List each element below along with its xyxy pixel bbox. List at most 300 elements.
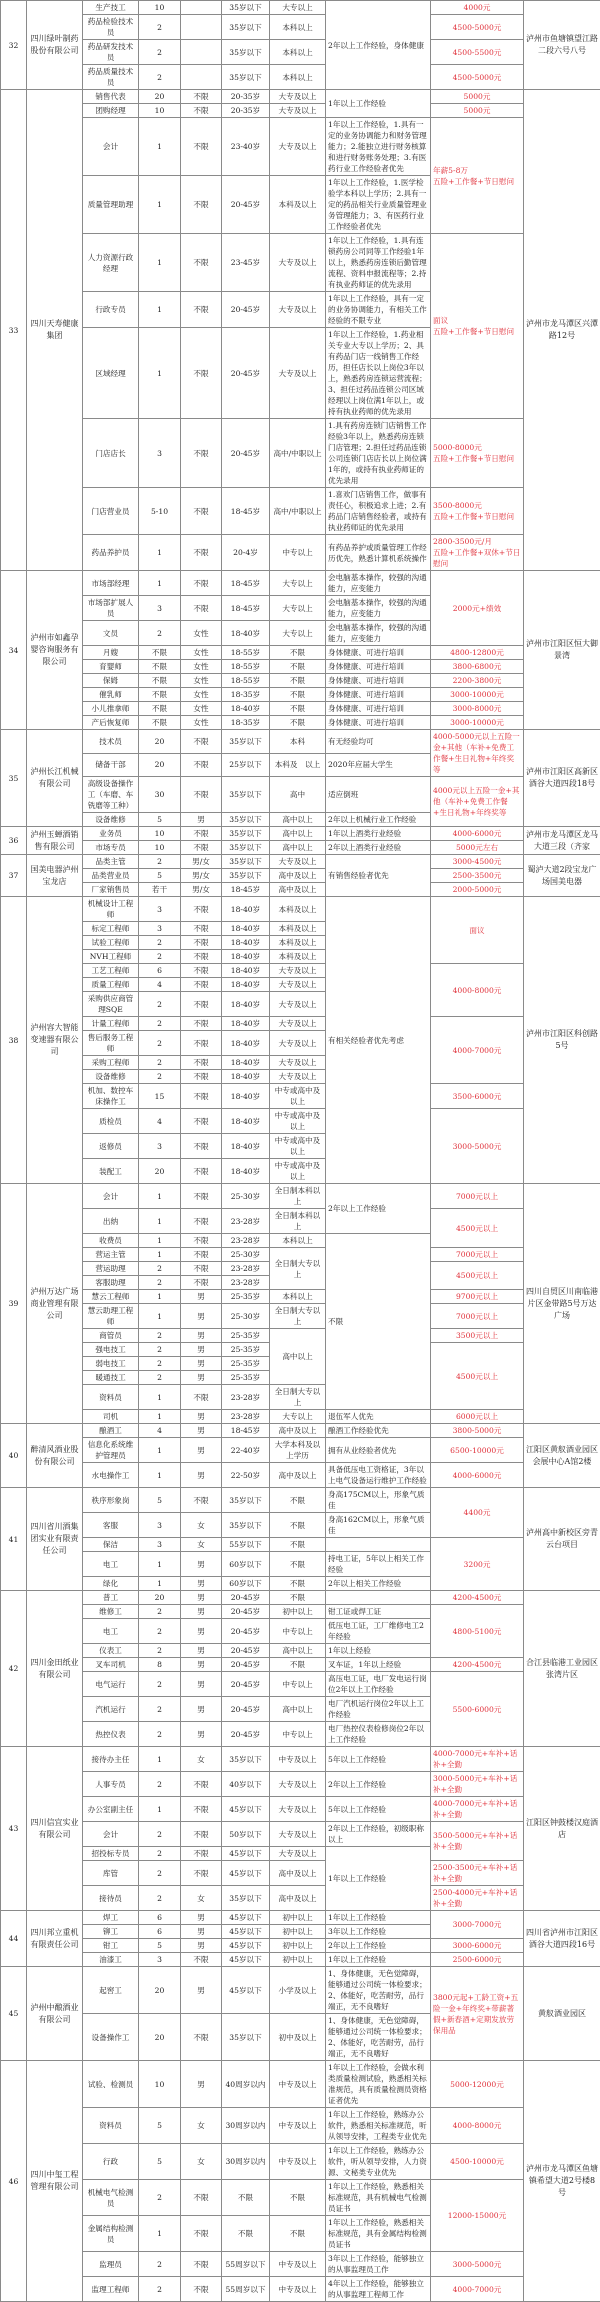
headcount: 2: [139, 2252, 181, 2277]
job-requirements: 5年以上工作经验: [326, 1747, 431, 1772]
education: 大专以上: [270, 596, 326, 621]
gender: 男: [181, 1697, 222, 1722]
gender: 不限: [181, 964, 222, 978]
headcount: 10: [139, 841, 181, 855]
job-requirements: 有无经验均可: [326, 730, 431, 754]
age-requirement: 18-45岁: [222, 1424, 270, 1438]
headcount: 20: [139, 90, 181, 104]
position-title: 设备操作工: [83, 2014, 139, 2061]
position-title: 商管员: [83, 1329, 139, 1343]
job-requirements: [326, 1591, 431, 1605]
job-requirements: 1年以上酒类行业经验: [326, 827, 431, 841]
position-title: 行政: [83, 2144, 139, 2180]
salary: 4000元: [431, 1, 524, 15]
gender: [181, 65, 222, 90]
position-title: 育婴师: [83, 660, 139, 674]
age-requirement: 18-45岁: [222, 883, 270, 897]
headcount: 5-10: [139, 488, 181, 535]
gender: 不限: [181, 90, 222, 104]
headcount: 不限: [139, 646, 181, 660]
table-row: [1, 1248, 600, 1262]
headcount: 2: [139, 992, 181, 1017]
table-row: [1, 1109, 600, 1134]
position-title: 药品质量技术员: [83, 65, 139, 90]
headcount: 2: [139, 1772, 181, 1797]
education: 高中以上: [270, 1697, 326, 1722]
gender: 不限: [181, 1084, 222, 1109]
position-title: 营运助理: [83, 1262, 139, 1276]
job-requirements: 身体健康、可进行培训: [326, 674, 431, 688]
job-requirements: 2年以上工作经验，身体健康: [326, 1, 431, 90]
position-title: 钳工: [83, 1939, 139, 1953]
job-requirements: 1年以上工作经验，熟练办公软件，听从领导安排，人力资源、文秘类专业优先: [326, 2144, 431, 2180]
age-requirement: 20-45岁: [222, 1591, 270, 1605]
education: 不限: [270, 2216, 326, 2252]
salary: 5000元: [431, 104, 524, 118]
gender: 不限: [181, 1953, 222, 1967]
position-title: 仪表工: [83, 1644, 139, 1658]
gender: 不限: [181, 1017, 222, 1031]
education: 本科以上: [270, 15, 326, 40]
headcount: 2: [139, 1697, 181, 1722]
job-requirements: 1年以上工作经验，熟练办公软件，熟悉相关标准规范，听从领导安排，工程类专业优先: [326, 2108, 431, 2144]
gender: 不限: [181, 936, 222, 950]
gender: 不限: [181, 118, 222, 176]
age-requirement: 20-45岁: [222, 1644, 270, 1658]
job-requirements: 1.具有药房连锁门店销售工作经验3年以上，熟悉药房连锁门店管理；2.担任过药品连锁公司连锁门店店长以上岗位满1年的，或持有执业药师证的优先录用: [326, 419, 431, 488]
job-requirements: 低压电工证，工厂维修电工2年经验: [326, 1619, 431, 1644]
headcount: 1: [139, 2216, 181, 2252]
headcount: 4: [139, 1424, 181, 1438]
position-title: 油漆工: [83, 1953, 139, 1967]
headcount: 2: [139, 621, 181, 646]
education: 本科以上: [270, 1234, 326, 1248]
headcount: 1: [139, 1463, 181, 1488]
position-title: 门店营业员: [83, 488, 139, 535]
salary: 3500-8000元 五险+工作餐+节日慰问: [431, 488, 524, 535]
education: 全日制本科以上: [270, 1209, 326, 1234]
salary: 3500元以上: [431, 1329, 524, 1343]
headcount: 2: [139, 1722, 181, 1747]
table-row: [1, 15, 600, 40]
job-requirements: 1年以上工作经验，1.药业相关专业大专以上学历；2、具有药品门店一线销售工作经历，担任店长以上岗位3年以上，熟悉药房连锁运营流程；3、担任过药品连锁公司区域经理以上岗位满1年以上，或持有执业药师的优先录用: [326, 328, 431, 419]
job-requirements: 电厂汽机运行岗位2年以上工作经验: [326, 1697, 431, 1722]
headcount: 1: [139, 1209, 181, 1234]
salary: 4000-6000元: [431, 1463, 524, 1488]
table-row: [1, 688, 600, 702]
gender: 不限: [181, 234, 222, 292]
gender: 男: [181, 1619, 222, 1644]
gender: 男: [181, 1591, 222, 1605]
education: 大专以上: [270, 1410, 326, 1424]
headcount: 5: [139, 1488, 181, 1513]
job-requirements: 会电脑基本操作，较强的沟通能力，应变能力: [326, 596, 431, 621]
salary: 4000-8000元: [431, 964, 524, 1017]
salary: 5000元左右: [431, 841, 524, 855]
salary: 3000-6000元: [431, 1939, 524, 1953]
headcount: 2: [139, 1672, 181, 1697]
company-number: 37: [1, 855, 27, 897]
education: 不限: [270, 716, 326, 730]
education: 全日制大专以上: [270, 1248, 326, 1290]
job-requirements: 有销售经验者优先: [326, 855, 431, 897]
age-requirement: 20-45岁: [222, 1658, 270, 1672]
education: 中专或高中及以上: [270, 1109, 326, 1134]
gender: 不限: [181, 897, 222, 922]
education: 大专及以上: [270, 1822, 326, 1847]
salary: 3500-6000元: [431, 1084, 524, 1109]
position-title: 汽机运行: [83, 1697, 139, 1722]
company-number: 41: [1, 1488, 27, 1591]
age-requirement: 35岁以下: [222, 813, 270, 827]
company-name: 泸州容大智能变速器有限公司: [27, 897, 83, 1184]
position-title: 绿化: [83, 1577, 139, 1591]
company-address: 泸州市龙马潭区龙马大道三段（齐家: [524, 827, 600, 855]
headcount: 不限: [139, 660, 181, 674]
salary: 9700元以上: [431, 1290, 524, 1304]
age-requirement: 25-35岁: [222, 1329, 270, 1343]
salary: 3500-5000元+车补+话补+全勤: [431, 1822, 524, 1861]
position-title: 出纳: [83, 1209, 139, 1234]
position-title: 监理工程师: [83, 2277, 139, 2302]
position-title: 市场部扩展人员: [83, 596, 139, 621]
age-requirement: 35岁以下: [222, 869, 270, 883]
age-requirement: 18-40岁: [222, 897, 270, 922]
gender: 男: [181, 1304, 222, 1329]
position-title: 接待员: [83, 1886, 139, 1911]
headcount: 1: [139, 1410, 181, 1424]
table-row: [1, 1591, 600, 1605]
education: 中专以上: [270, 1722, 326, 1747]
table-row: [1, 1184, 600, 1209]
table-row: [1, 535, 600, 571]
education: 初中以上: [270, 1605, 326, 1619]
salary: 3000-5000元: [431, 1109, 524, 1184]
table-row: [1, 1438, 600, 1463]
job-requirements: 具备低压电工资格证，3年以上电气设备运行维护工作经验: [326, 1463, 431, 1488]
position-title: 电气运行: [83, 1672, 139, 1697]
age-requirement: 25-35岁: [222, 1371, 270, 1385]
position-title: 接待办主任: [83, 1747, 139, 1772]
age-requirement: 35岁以下: [222, 40, 270, 65]
age-requirement: 20-45岁: [222, 1697, 270, 1722]
headcount: 1: [139, 1248, 181, 1262]
headcount: 5: [139, 2144, 181, 2180]
gender: 男: [181, 1552, 222, 1577]
table-row: [1, 660, 600, 674]
age-requirement: 20-45岁: [222, 1672, 270, 1697]
job-requirements: 3年以上工作经验，能够独立的从事监理员工作: [326, 2252, 431, 2277]
gender: 不限: [181, 2252, 222, 2277]
age-requirement: 23-28岁: [222, 1410, 270, 1424]
gender: 不限: [181, 1070, 222, 1084]
gender: 男: [181, 1925, 222, 1939]
table-row: [1, 1861, 600, 1886]
company-name: 四川省川酒集团实业有限责任公司: [27, 1488, 83, 1591]
age-requirement: 18-35岁: [222, 688, 270, 702]
age-requirement: 18-40岁: [222, 1109, 270, 1134]
headcount: 2: [139, 1619, 181, 1644]
job-requirements: 拥有从业经验者优先: [326, 1438, 431, 1463]
table-row: [1, 702, 600, 716]
company-number: 43: [1, 1747, 27, 1911]
education: 中专以上: [270, 1619, 326, 1644]
gender: 不限: [181, 730, 222, 754]
gender: 不限: [181, 1262, 222, 1276]
gender: 男: [181, 1329, 222, 1343]
education: 初中以上: [270, 1953, 326, 1967]
education: 高中/中职以上: [270, 419, 326, 488]
table-row: [1, 646, 600, 660]
education: 高中以上: [270, 841, 326, 855]
headcount: 2: [139, 15, 181, 40]
company-name: 国美电器泸州宝龙店: [27, 855, 83, 897]
headcount: 5: [139, 2108, 181, 2144]
salary: 4000-5000元以上五险一金+其他（车补+免费工作餐+生日礼物+年终奖等: [431, 730, 524, 777]
gender: 男: [181, 1967, 222, 2014]
position-title: 返修员: [83, 1134, 139, 1159]
company-address: 泸州市江阳区恒大御景湾: [524, 571, 600, 730]
company-number: 32: [1, 1, 27, 90]
job-requirements: 1年以上工作经验: [326, 90, 431, 118]
headcount: 1: [139, 328, 181, 419]
table-row: [1, 964, 600, 978]
job-requirements: 有药品养护或质量管理工作经历优先，熟悉计算机系统操作: [326, 535, 431, 571]
job-requirements: 3年以上工作经验: [326, 1925, 431, 1939]
headcount: 2: [139, 1017, 181, 1031]
gender: 男: [181, 1939, 222, 1953]
headcount: 若干: [139, 883, 181, 897]
position-title: 质量管理助理: [83, 176, 139, 234]
headcount: 2: [139, 1822, 181, 1847]
table-row: [1, 1290, 600, 1304]
education: 不限: [270, 1658, 326, 1672]
table-row: [1, 1209, 600, 1234]
age-requirement: 18-45岁: [222, 488, 270, 535]
position-title: 门店店长: [83, 419, 139, 488]
age-requirement: 40周岁以内: [222, 2061, 270, 2108]
headcount: 1: [139, 1184, 181, 1209]
salary: 5500-6000元: [431, 1672, 524, 1747]
table-row: [1, 419, 600, 488]
headcount: 2: [139, 2277, 181, 2302]
position-title: 客服: [83, 1513, 139, 1538]
age-requirement: 18-40岁: [222, 978, 270, 992]
headcount: 1: [139, 535, 181, 571]
table-row: [1, 1304, 600, 1329]
gender: 不限: [181, 1159, 222, 1184]
education: 中专以上: [270, 535, 326, 571]
age-requirement: 18-40岁: [222, 922, 270, 936]
salary: 7000元以上: [431, 1184, 524, 1209]
salary: 2000-5000元: [431, 883, 524, 897]
job-requirements: 身体健康、可进行培训: [326, 716, 431, 730]
headcount: 5: [139, 813, 181, 827]
age-requirement: 22-40岁: [222, 1438, 270, 1463]
position-title: 设备维修: [83, 813, 139, 827]
education: 不限: [270, 674, 326, 688]
age-requirement: 18-55岁: [222, 660, 270, 674]
table-row: [1, 90, 600, 104]
gender: 女: [181, 1747, 222, 1772]
age-requirement: 18-40岁: [222, 1056, 270, 1070]
education: 初中以上: [270, 1925, 326, 1939]
headcount: 2: [139, 1056, 181, 1070]
position-title: 小儿推拿师: [83, 702, 139, 716]
position-title: 团购经理: [83, 104, 139, 118]
gender: 女: [181, 2108, 222, 2144]
company-address: 泸州市龙马潭区兴潭路12号: [524, 90, 600, 571]
age-requirement: 18-55岁: [222, 674, 270, 688]
headcount: 1: [139, 1385, 181, 1410]
position-title: 电工: [83, 1552, 139, 1577]
salary: 4800-5100元: [431, 1605, 524, 1658]
headcount: 不限: [139, 674, 181, 688]
education: 中专以上: [270, 1672, 326, 1697]
headcount: 2: [139, 1371, 181, 1385]
gender: 男: [181, 1357, 222, 1371]
headcount: 3: [139, 1953, 181, 1967]
age-requirement: 不限: [222, 2216, 270, 2252]
position-title: 售后服务工程师: [83, 1031, 139, 1056]
salary: 4500-5500元: [431, 40, 524, 65]
company-address: 泸州市江阳区高新区酒谷大道四段18号: [524, 730, 600, 827]
age-requirement: 25-30岁: [222, 1304, 270, 1329]
position-title: 叉车司机: [83, 1658, 139, 1672]
position-title: 机加、数控车床操作工: [83, 1084, 139, 1109]
gender: 女性: [181, 702, 222, 716]
job-requirements: 2年以上工作经验: [326, 1939, 431, 1953]
position-title: 招投标专员: [83, 1847, 139, 1861]
age-requirement: 18-45岁: [222, 596, 270, 621]
education: 不限: [270, 1552, 326, 1577]
education: 本科以上: [270, 40, 326, 65]
headcount: 1: [139, 1438, 181, 1463]
table-row: [1, 897, 600, 922]
table-row: [1, 2108, 600, 2144]
gender: 不限: [181, 1822, 222, 1847]
age-requirement: 35岁以下: [222, 65, 270, 90]
job-requirements: 1年以上经验: [326, 1644, 431, 1658]
education: 中专及以上: [270, 2277, 326, 2302]
age-requirement: 18-40岁: [222, 1159, 270, 1184]
headcount: 1: [139, 1747, 181, 1772]
education: 大专及以上: [270, 118, 326, 176]
age-requirement: 45岁以下: [222, 1797, 270, 1822]
position-title: 机械设计工程师: [83, 897, 139, 922]
job-requirements: 1年以上工作经验: [326, 1911, 431, 1925]
gender: 男: [181, 1644, 222, 1658]
gender: 不限: [181, 1276, 222, 1290]
position-title: 试验、检测员: [83, 2061, 139, 2108]
table-row: [1, 674, 600, 688]
age-requirement: 35岁以下: [222, 1886, 270, 1911]
company-number: 44: [1, 1911, 27, 1967]
position-title: 铆工: [83, 1925, 139, 1939]
education: 本科以上: [270, 1290, 326, 1304]
gender: 不限: [181, 571, 222, 596]
headcount: 20: [139, 2014, 181, 2061]
gender: 不限: [181, 1184, 222, 1209]
gender: 男: [181, 1343, 222, 1357]
company-address: 四川省泸州市江阳区酒谷大道四段16号: [524, 1911, 600, 1967]
job-requirements: 电厂热控仪表检修岗位2年以上工作经验: [326, 1722, 431, 1747]
salary: 3800元起+工龄工资+五险一金+年终奖+带薪著假+新春酒+定期发放劳保用品: [431, 1967, 524, 2061]
job-requirements: 身体健康、可进行培训: [326, 702, 431, 716]
education: 本科及 以上: [270, 753, 326, 777]
headcount: 1: [139, 176, 181, 234]
position-title: 暖通技工: [83, 1371, 139, 1385]
age-requirement: 20-45岁: [222, 328, 270, 419]
gender: 不限: [181, 328, 222, 419]
education: 大专及以上: [270, 1772, 326, 1797]
headcount: 2: [139, 1847, 181, 1861]
age-requirement: 23-40岁: [222, 118, 270, 176]
headcount: 3: [139, 596, 181, 621]
gender: 女性: [181, 674, 222, 688]
job-requirements: 叉车证，1年以上经验: [326, 1658, 431, 1672]
table-row: [1, 841, 600, 855]
headcount: 10: [139, 1, 181, 15]
gender: 男: [181, 1672, 222, 1697]
gender: 女: [181, 1513, 222, 1538]
job-requirements: 有相关经验者优先考虑: [326, 897, 431, 1184]
table-row: [1, 1939, 600, 1953]
gender: 不限: [181, 1385, 222, 1410]
age-requirement: 18-40岁: [222, 964, 270, 978]
company-address: 泸州市鱼塘镇望江路二段六号八号: [524, 1, 600, 90]
salary: 2200-3800元: [431, 674, 524, 688]
headcount: 1: [139, 571, 181, 596]
headcount: 2: [139, 936, 181, 950]
age-requirement: 60岁以下: [222, 1552, 270, 1577]
company-name: 四川绿叶制药股份有限公司: [27, 1, 83, 90]
headcount: 2: [139, 1861, 181, 1886]
job-requirements: 1年以上工作经验，具有一定的业务协调能力，有相关工作经验的不限专业: [326, 292, 431, 328]
job-requirements: 会电脑基本操作，较强的沟通能力，应变能力: [326, 621, 431, 646]
table-row: [1, 1, 600, 15]
headcount: 10: [139, 2061, 181, 2108]
salary: 4000-7000元+车补+话补+全勤: [431, 1797, 524, 1822]
position-title: 市场部经理: [83, 571, 139, 596]
gender: 不限: [181, 1847, 222, 1861]
job-requirements: 持电工证，5年以上相关工作经验: [326, 1552, 431, 1577]
education: 中专及以上: [270, 2061, 326, 2108]
age-requirement: 18-40岁: [222, 936, 270, 950]
company-number: 46: [1, 2061, 27, 2302]
age-requirement: 25-30岁: [222, 1184, 270, 1209]
job-requirements: 身高175CM以上，形象气质佳: [326, 1488, 431, 1513]
position-title: 设备维修: [83, 1070, 139, 1084]
age-requirement: 23-45岁: [222, 234, 270, 292]
age-requirement: 55周岁以下: [222, 2277, 270, 2302]
headcount: 2: [139, 1262, 181, 1276]
education: 大专以上: [270, 621, 326, 646]
headcount: 3: [139, 897, 181, 922]
position-title: 会计: [83, 118, 139, 176]
salary: 4000-7000元: [431, 1017, 524, 1084]
salary: 面议 五险+工作餐+节日慰问: [431, 234, 524, 419]
gender: 男: [181, 2061, 222, 2108]
headcount: 5: [139, 1939, 181, 1953]
position-title: 保姆: [83, 674, 139, 688]
table-row: [1, 1605, 600, 1619]
gender: 男/女: [181, 883, 222, 897]
education: 大专及以上: [270, 1056, 326, 1070]
gender: 不限: [181, 841, 222, 855]
headcount: 2: [139, 2180, 181, 2216]
education: 不限: [270, 1577, 326, 1591]
